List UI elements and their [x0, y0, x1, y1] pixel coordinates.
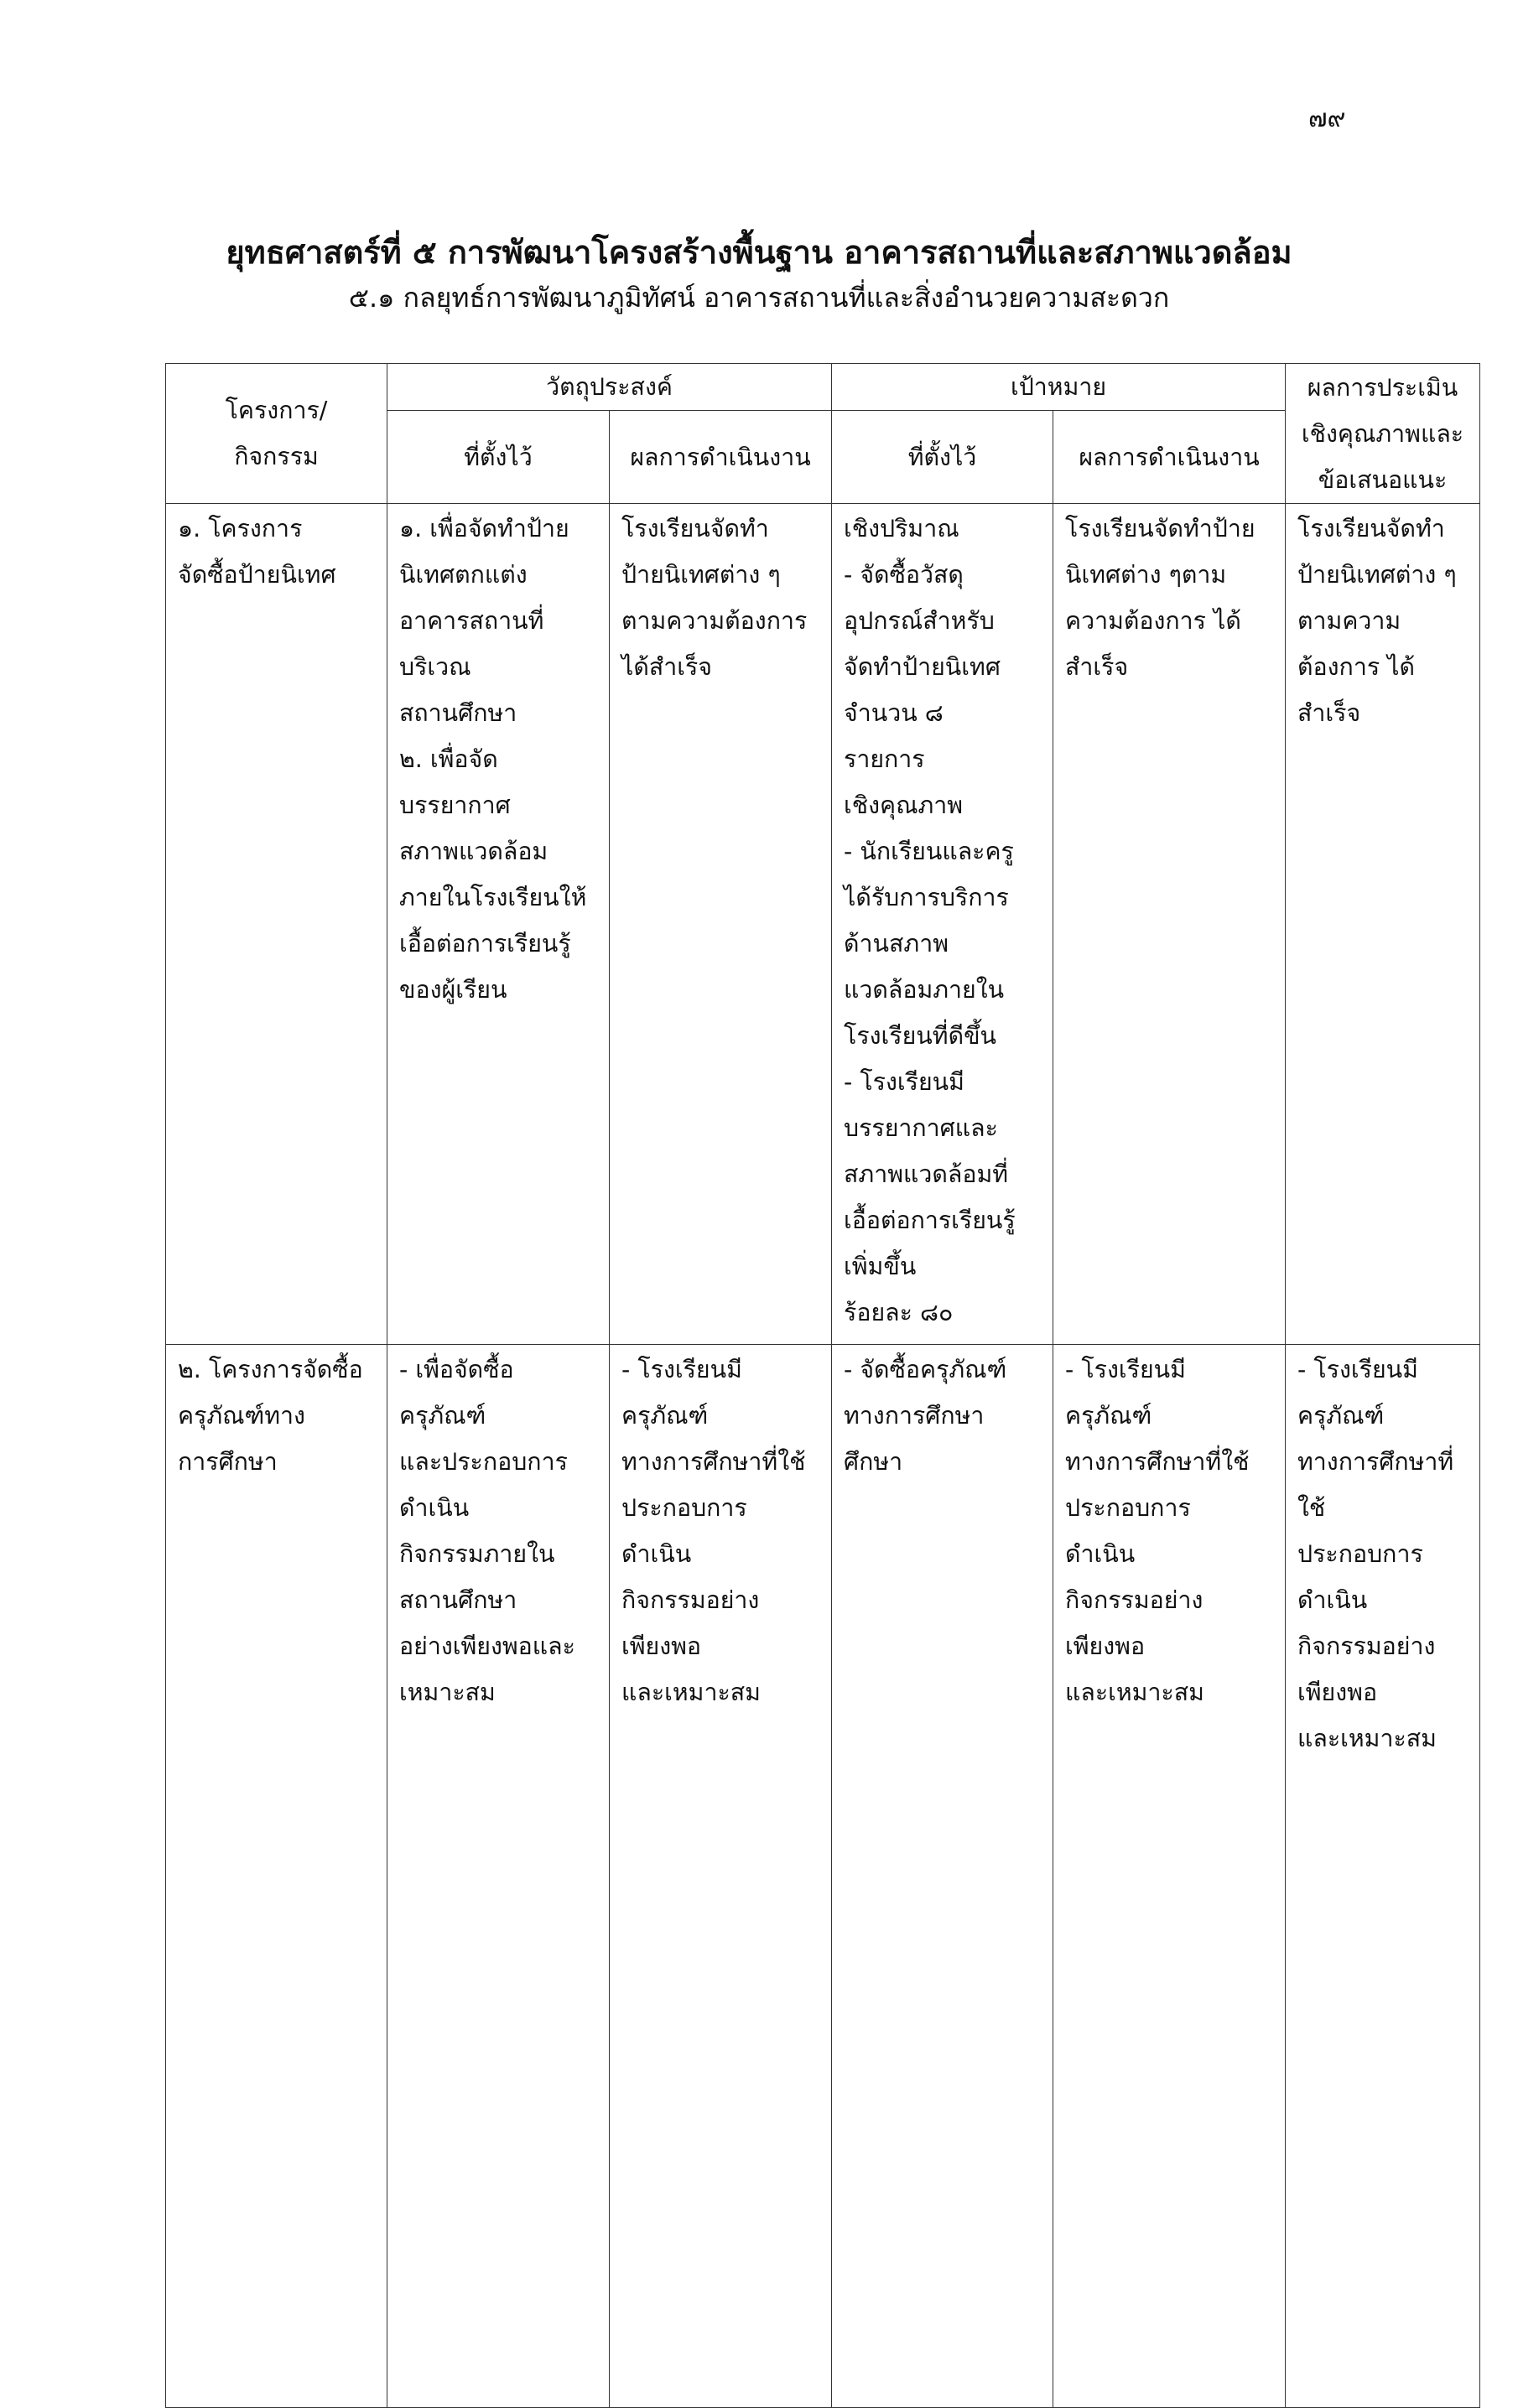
cell-line: ภายในโรงเรียนให้	[399, 884, 587, 911]
cell-line: ต้องการ ได้	[1297, 653, 1416, 681]
cell-line: โรงเรียนจัดทำ	[1297, 515, 1445, 542]
cell-line: ๒. โครงการจัดซื้อ	[178, 1356, 363, 1383]
cell-evaluation	[1286, 504, 1480, 1345]
cell-line: กิจกรรมอย่าง	[1065, 1586, 1203, 1614]
cell-line: ดำเนิน	[399, 1494, 470, 1522]
cell-line: ป้ายนิเทศต่าง ๆ	[621, 561, 781, 589]
cell-line: สถานศึกษา	[399, 699, 517, 727]
cell-line: โรงเรียนจัดทำป้าย	[1065, 515, 1255, 542]
cell-line: กิจกรรมภายใน	[399, 1540, 555, 1568]
cell-line: ดำเนิน	[1297, 1586, 1368, 1614]
cell-line: ทางการศึกษา	[844, 1402, 985, 1430]
cell-line: ความต้องการ ได้	[1065, 607, 1241, 635]
cell-line: และเหมาะสม	[1065, 1679, 1204, 1706]
cell-line: ครุภัณฑ์ทาง	[178, 1402, 305, 1430]
cell-line: กิจกรรมอย่าง	[1297, 1632, 1436, 1660]
cell-line: ศึกษา	[844, 1448, 903, 1476]
header-project-line: โครงการ/	[225, 397, 328, 424]
header-project-line: กิจกรรม	[234, 443, 319, 470]
cell-line: ทางการศึกษาที่	[1297, 1448, 1454, 1476]
header-objective-result: ผลการดำเนินงาน	[610, 411, 832, 504]
cell-line: การศึกษา	[178, 1448, 278, 1476]
cell-line: ครุภัณฑ์	[1297, 1402, 1385, 1430]
cell-line: โรงเรียนที่ดีขึ้น	[844, 1022, 997, 1050]
cell-line: ประกอบการ	[1065, 1494, 1191, 1522]
cell-line: จัดซื้อป้ายนิเทศ	[178, 561, 336, 589]
cell-project	[166, 504, 387, 1345]
cell-line: ตามความต้องการ	[621, 607, 808, 635]
cell-line: แวดล้อมภายใน	[844, 976, 1005, 1004]
header-target-result: ผลการดำเนินงาน	[1053, 411, 1286, 504]
header-evaluation-line: ผลการประเมิน	[1307, 373, 1458, 402]
cell-objective-set	[387, 504, 610, 1345]
cell-line: รายการ	[844, 745, 925, 773]
cell-line: ครุภัณฑ์	[621, 1402, 709, 1430]
cell-objective-result	[610, 1345, 832, 2408]
strategy-table	[165, 363, 1480, 2408]
cell-line: นิเทศต่าง ๆตาม	[1065, 561, 1227, 589]
cell-line: - โรงเรียนมี	[1065, 1356, 1186, 1383]
cell-line: ครุภัณฑ์	[399, 1402, 486, 1430]
header-project	[166, 364, 387, 504]
cell-line: - โรงเรียนมี	[1297, 1356, 1418, 1383]
header-target: เป้าหมาย	[832, 364, 1286, 411]
cell-line: กิจกรรมอย่าง	[621, 1586, 760, 1614]
cell-line: - จัดซื้อวัสดุ	[844, 561, 964, 589]
cell-line: ได้สำเร็จ	[621, 653, 712, 681]
table-row	[166, 1345, 1480, 2408]
header-evaluation-line: เชิงคุณภาพและ	[1301, 419, 1464, 448]
cell-line: เพียงพอ	[1065, 1632, 1146, 1660]
cell-line: ได้รับการบริการ	[844, 884, 1009, 911]
header-evaluation	[1286, 364, 1480, 504]
cell-line: ดำเนิน	[621, 1540, 692, 1568]
cell-line: ๒. เพื่อจัด	[399, 745, 498, 773]
cell-line: บรรยากาศและ	[844, 1114, 998, 1142]
cell-line: เพิ่มขึ้น	[844, 1253, 917, 1280]
page-number: ๗๙	[1308, 104, 1346, 133]
cell-line: บรรยากาศ	[399, 791, 511, 819]
cell-line: เชิงคุณภาพ	[844, 791, 964, 819]
cell-target-result	[1053, 504, 1286, 1345]
table-row	[166, 504, 1480, 1345]
cell-objective-set	[387, 1345, 610, 2408]
cell-line: ทางการศึกษาที่ใช้	[621, 1448, 806, 1476]
cell-line: อาคารสถานที่	[399, 607, 544, 635]
cell-line: ร้อยละ ๘๐	[844, 1299, 954, 1326]
cell-line: สำเร็จ	[1065, 653, 1129, 681]
cell-objective-result	[610, 504, 832, 1345]
cell-line: ดำเนิน	[1065, 1540, 1136, 1568]
cell-line: จัดทำป้ายนิเทศ	[844, 653, 1001, 681]
cell-project	[166, 1345, 387, 2408]
cell-line: ป้ายนิเทศต่าง ๆ	[1297, 561, 1457, 589]
cell-line: ตามความ	[1297, 607, 1401, 635]
cell-line: ครุภัณฑ์	[1065, 1402, 1152, 1430]
cell-line: ทางการศึกษาที่ใช้	[1065, 1448, 1250, 1476]
cell-line: - จัดซื้อครุภัณฑ์	[844, 1356, 1007, 1383]
page-subtitle: ๕.๑ กลยุทธ์การพัฒนาภูมิทัศน์ อาคารสถานที่และสิ่งอำนวยความสะดวก	[348, 282, 1170, 314]
page-title: ยุทธศาสตร์ที่ ๕ การพัฒนาโครงสร้างพื้นฐาน อาคารสถานที่และสภาพแวดล้อม	[226, 234, 1292, 271]
header-target-set: ที่ตั้งไว้	[832, 411, 1053, 504]
cell-line: อย่างเพียงพอและ	[399, 1632, 575, 1660]
cell-line: ด้านสภาพ	[844, 930, 949, 957]
cell-evaluation	[1286, 1345, 1480, 2408]
cell-line: - นักเรียนและครู	[844, 838, 1014, 865]
cell-line: สภาพแวดล้อมที่	[844, 1160, 1009, 1188]
cell-line: โรงเรียนจัดทำ	[621, 515, 769, 542]
cell-target-result	[1053, 1345, 1286, 2408]
cell-line: สำเร็จ	[1297, 699, 1361, 727]
cell-line: นิเทศตกแต่ง	[399, 561, 528, 589]
cell-line: และประกอบการ	[399, 1448, 568, 1476]
cell-line: ของผู้เรียน	[399, 976, 507, 1004]
header-objective-set: ที่ตั้งไว้	[387, 411, 610, 504]
cell-line: เอื้อต่อการเรียนรู้	[844, 1207, 1016, 1234]
cell-line: สภาพแวดล้อม	[399, 838, 548, 865]
cell-line: ใช้	[1297, 1494, 1326, 1522]
cell-line: เพียงพอ	[621, 1632, 702, 1660]
cell-line: เหมาะสม	[399, 1679, 496, 1706]
cell-line: - โรงเรียนมี	[844, 1068, 964, 1096]
cell-line: อุปกรณ์สำหรับ	[844, 607, 995, 635]
cell-target-set	[832, 504, 1053, 1345]
cell-line: และเหมาะสม	[1297, 1725, 1437, 1752]
cell-line: ประกอบการ	[621, 1494, 747, 1522]
cell-line: เพียงพอ	[1297, 1679, 1378, 1706]
header-evaluation-line: ข้อเสนอแนะ	[1318, 465, 1448, 494]
cell-line: เอื้อต่อการเรียนรู้	[399, 930, 571, 957]
cell-line: ๑. โครงการ	[178, 515, 303, 542]
cell-line: บริเวณ	[399, 653, 471, 681]
header-objective: วัตถุประสงค์	[387, 364, 832, 411]
cell-line: จำนวน ๘	[844, 699, 944, 727]
cell-target-set	[832, 1345, 1053, 2408]
cell-line: เชิงปริมาณ	[844, 515, 959, 542]
cell-line: - โรงเรียนมี	[621, 1356, 742, 1383]
cell-line: - เพื่อจัดซื้อ	[399, 1356, 514, 1383]
cell-line: สถานศึกษา	[399, 1586, 517, 1614]
cell-line: ประกอบการ	[1297, 1540, 1423, 1568]
cell-line: ๑. เพื่อจัดทำป้าย	[399, 515, 569, 542]
cell-line: และเหมาะสม	[621, 1679, 761, 1706]
